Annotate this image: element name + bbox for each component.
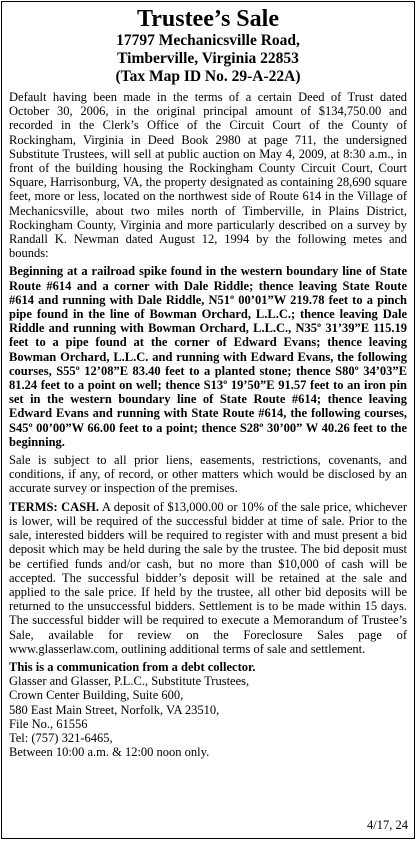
tax-map-id: (Tax Map ID No. 29-A-22A) [115,68,301,85]
intro-paragraph: Default having been made in the terms of a certain Deed of Trust dated October 30, 2006, in the original principal amount of $134,750.00 and recorded in the Clerk’s Office of the Circuit Court of the County of Rockingham, Virginia in Deed Book 2980 at page 711, the undersigned Substitute Trustees, will sell at public auction on May 4, 2009, at 8:30 a.m., in front of the building housing the Rockingham County Circuit Court, Court Square, Harrisonburg, VA, the property designated as containing 28,690 square feet, more or less, located on the northwest side of Route 614 in the Village of Mechanicsville, about two miles north of Timberville, in Plains District, Rockingham County, Virginia and more particularly described on a survey by Randall K. Newman dated August 12, 1994 by the following metes and bounds: [9,90,407,261]
firm-name: Glasser and Glasser, P.L.C., Substitute Trustees, [9,674,250,689]
metes-bounds-paragraph: Beginning at a railroad spike found in the western boundary line of State Route #614 and a corner with Dale Riddle; thence leaving State Route #614 and running with Dale Riddle, N51º 00’01”W 219.78 feet to a pinch pipe found in the line of Bowman Orchard, L.L.C.; thence leaving Dale Riddle and running with Bowman Orchard, L.L.C., N35º 31’39”E 115.19 feet to a pipe found at the corner of Edward Evans; thence leaving Bowman Orchard, L.L.C. and running with Edward Evans, the following courses, S55º 12’08”E 83.40 feet to a planted stone; thence S80º 34’03”E 81.24 feet to a point on well; thence S13º 19’50”E 91.57 feet to an iron pin set in the western boundary line of State Route #614; thence leaving Edward Evans and running with State Route #614, the following courses, S45º 00’00”W 66.00 feet to a point; thence S28º 30’00” W 40.26 feet to the beginning. [9,264,407,449]
contact-hours: Between 10:00 a.m. & 12:00 noon only. [9,745,210,760]
contact-block [9,660,407,759]
file-number: File No., 61556 [9,716,88,731]
liens-paragraph: Sale is subject to all prior liens, easements, restrictions, covenants, and conditions, if any, of record, or other matters which would be disclosed by an accurate survey or inspection of the premises. [9,453,407,496]
property-address-line1: 17797 Mechanicsville Road, [116,32,300,49]
debt-collector-notice: This is a communication from a debt collector. [9,659,256,674]
telephone: Tel: (757) 321-6465, [9,730,113,745]
building-line: Crown Center Building, Suite 600, [9,688,184,703]
property-address-line2: Timberville, Virginia 22853 [117,50,299,67]
publication-dates: 4/17, 24 [367,818,408,832]
legal-notice [1,1,415,839]
terms-label: TERMS: CASH. [9,499,100,514]
terms-paragraph [9,500,407,656]
street-line: 580 East Main Street, Norfolk, VA 23510, [9,702,220,717]
notice-title: Trustee’s Sale [137,6,279,32]
terms-text: A deposit of $13,000.00 or 10% of the sale price, whichever is lower, will be required of the successful bidder at time of sale. Prior to the sale, interested bidders will be required to register with and must present a bid deposit which may be held during the sale by the trustee. The bid deposit must be certified funds and/or cash, but no more than $10,000 of cash will be accepted. The successful bidder’s deposit will be retained at the sale and applied to the sale price. If held by the trustee, all other bid deposits will be returned to the unsuccessful bidders. Settlement is to be made within 15 days. The successful bidder will be required to execute a Memorandum of Trustee’s Sale, available for review on the Foreclosure Sales page of www.glasserlaw.com, outlining additional terms of sale and settlement. [9,499,407,656]
